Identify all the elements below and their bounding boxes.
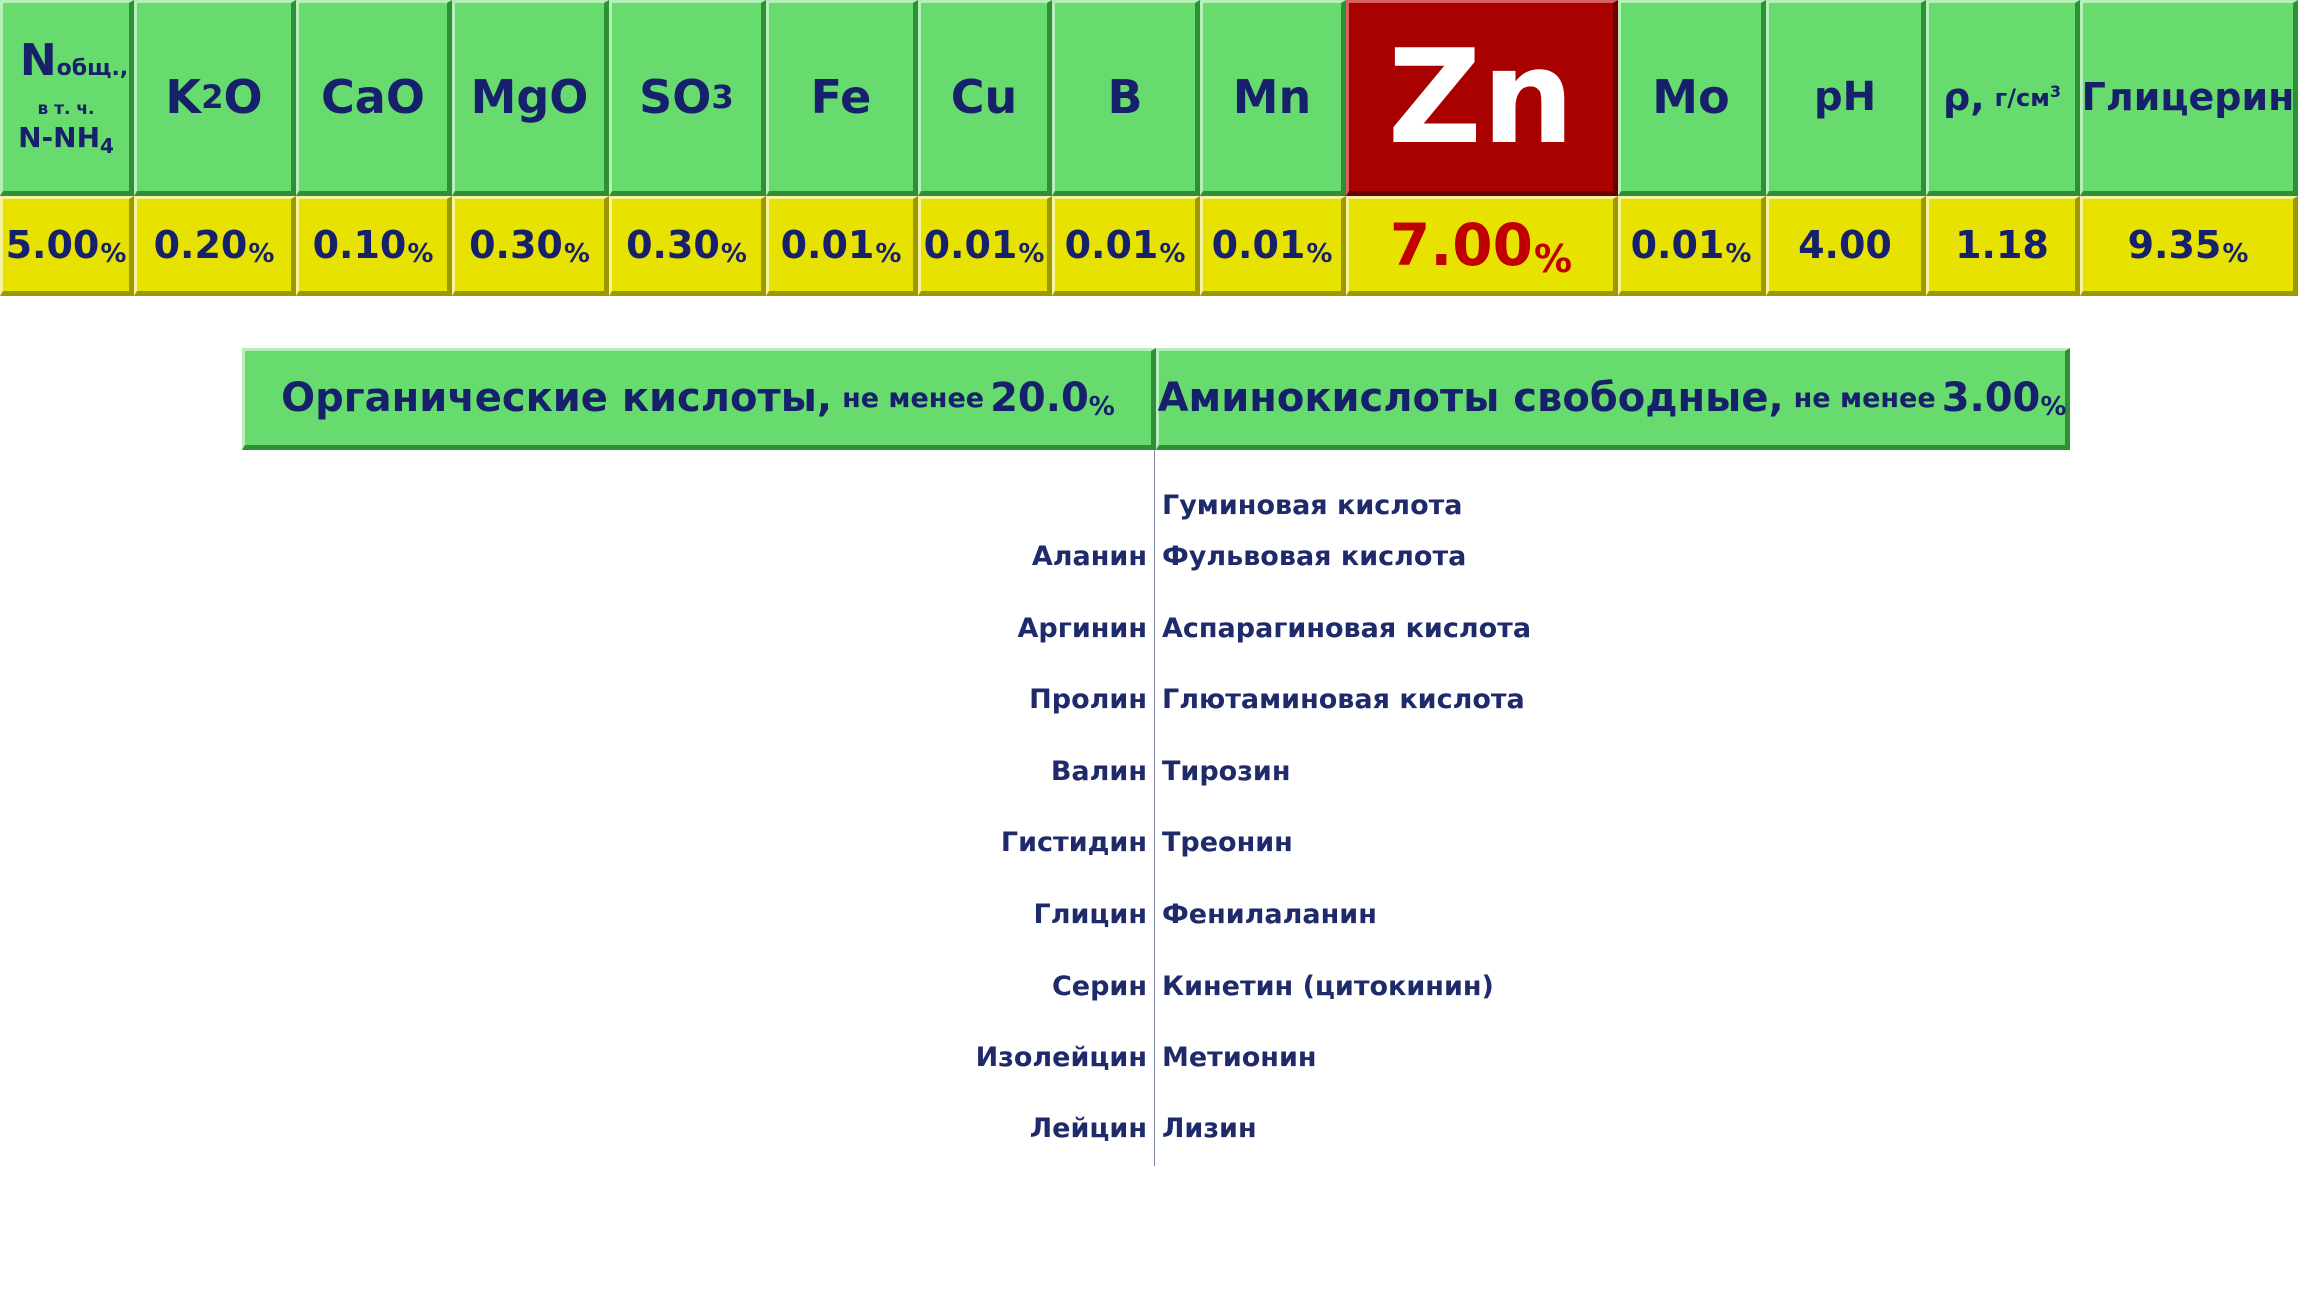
nh4-sub: 4 xyxy=(100,133,114,158)
amino-title: Аминокислоты свободные, xyxy=(1157,375,1784,421)
value-glycerin: 9.35 xyxy=(2127,223,2222,267)
left-list-item: Лейцин xyxy=(1029,1113,1147,1144)
header-cell-mn xyxy=(1200,0,1346,196)
mo-label: Mo xyxy=(1652,70,1730,124)
n-label-row xyxy=(19,34,129,86)
value-mo: 0.01 xyxy=(1630,223,1725,267)
column-divider xyxy=(1154,450,1155,1166)
value-cell-rho xyxy=(1926,196,2080,296)
value-cell-cao xyxy=(296,196,452,296)
header-cell-mgo xyxy=(452,0,609,196)
right-list-item: Лизин xyxy=(1162,1113,1257,1144)
k2o-label-after: O xyxy=(223,70,263,124)
header-cell-b xyxy=(1052,0,1200,196)
value-n: 5.00 xyxy=(5,223,100,267)
value-cell-so3 xyxy=(609,196,766,296)
value-cell-mn xyxy=(1200,196,1346,296)
left-list-item: Серин xyxy=(1051,971,1147,1002)
value-k2o: 0.20 xyxy=(153,223,248,267)
rho-unit xyxy=(1995,82,2061,112)
amino-unit: % xyxy=(2040,392,2067,422)
n-label-sub: общ., xyxy=(56,55,129,81)
value-cao: 0.10 xyxy=(312,223,407,267)
unit-so3: % xyxy=(720,239,747,269)
unit-n: % xyxy=(100,239,127,269)
value-ph: 4.00 xyxy=(1798,223,1892,267)
value-cu: 0.01 xyxy=(923,223,1018,267)
value-cell-k2o xyxy=(134,196,296,296)
left-list-item: Аланин xyxy=(1031,541,1147,572)
unit-b: % xyxy=(1159,239,1186,269)
header-cell-fe xyxy=(766,0,918,196)
k2o-sub: 2 xyxy=(201,78,224,116)
unit-fe: % xyxy=(875,239,902,269)
value-cell-b xyxy=(1052,196,1200,296)
amino-value: 3.00 xyxy=(1941,375,2041,421)
left-list-item: Изолейцин xyxy=(975,1042,1147,1073)
rho-label: ρ, xyxy=(1943,75,1985,119)
b-label: B xyxy=(1107,70,1143,124)
right-list-item: Фенилаланин xyxy=(1162,899,1377,930)
amino-qualifier: не менее xyxy=(1793,382,1936,414)
unit-mo: % xyxy=(1725,239,1752,269)
header-cell-k2o xyxy=(134,0,296,196)
so3-label: SO xyxy=(639,70,712,124)
rho-unit-sup: 3 xyxy=(2049,82,2061,101)
value-so3: 0.30 xyxy=(626,223,720,267)
header-cell-cao xyxy=(296,0,452,196)
rho-unit-text: г/см xyxy=(1994,84,2050,112)
mgo-label: MgO xyxy=(470,70,589,124)
value-cell-fe xyxy=(766,196,918,296)
left-list-item: Аргинин xyxy=(1017,613,1147,644)
value-mgo: 0.30 xyxy=(469,223,563,267)
right-list-item: Треонин xyxy=(1162,827,1293,858)
unit-mn: % xyxy=(1306,239,1333,269)
left-list-item: Валин xyxy=(1050,756,1147,787)
ph-label: pH xyxy=(1813,74,1877,120)
cao-label: CaO xyxy=(321,70,425,124)
header-cell-cu xyxy=(918,0,1052,196)
value-rho: 1.18 xyxy=(1955,223,2049,267)
unit-glycerin: % xyxy=(2222,239,2249,269)
value-cell-ph xyxy=(1766,196,1926,296)
value-b: 0.01 xyxy=(1064,223,1159,267)
header-cell-n xyxy=(0,0,134,196)
header-cell-ph xyxy=(1766,0,1926,196)
right-list-item: Аспарагиновая кислота xyxy=(1162,613,1532,644)
so3-sub: 3 xyxy=(711,78,734,116)
cu-label: Cu xyxy=(950,70,1018,124)
value-cell-mgo xyxy=(452,196,609,296)
left-list-item: Глицин xyxy=(1033,899,1147,930)
right-list-item: Кинетин (цитокинин) xyxy=(1162,971,1494,1002)
organic-title: Органические кислоты, xyxy=(281,375,833,421)
unit-mgo: % xyxy=(563,239,590,269)
value-cell-glycerin xyxy=(2080,196,2298,296)
header-cell-glycerin xyxy=(2080,0,2298,196)
right-list-item: Фульвовая кислота xyxy=(1162,541,1467,572)
value-zn: 7.00 xyxy=(1389,211,1534,279)
n-label: N xyxy=(19,34,57,86)
n-label-line3 xyxy=(18,120,114,158)
unit-k2o: % xyxy=(248,239,275,269)
organic-qualifier: не менее xyxy=(842,382,985,414)
value-cell-cu xyxy=(918,196,1052,296)
right-list-item: Глютаминовая кислота xyxy=(1162,684,1525,715)
value-cell-n xyxy=(0,196,134,296)
header-cell-so3 xyxy=(609,0,766,196)
k2o-label: K xyxy=(165,70,202,124)
right-list-item: Тирозин xyxy=(1162,756,1291,787)
section-amino-acids xyxy=(1156,348,2070,450)
organic-value: 20.0 xyxy=(990,375,1089,421)
unit-cao: % xyxy=(407,239,434,269)
organic-unit: % xyxy=(1088,392,1115,422)
fe-label: Fe xyxy=(810,70,872,124)
right-list-item: Гуминовая кислота xyxy=(1162,490,1463,521)
header-cell-mo xyxy=(1618,0,1766,196)
left-list-item: Пролин xyxy=(1029,684,1147,715)
value-fe: 0.01 xyxy=(780,223,875,267)
glycerin-label: Глицерин xyxy=(2081,75,2295,119)
mn-label: Mn xyxy=(1232,70,1312,124)
header-cell-rho xyxy=(1926,0,2080,196)
header-cell-zn xyxy=(1346,0,1618,196)
unit-zn: % xyxy=(1534,237,1573,281)
right-list-item: Метионин xyxy=(1162,1042,1317,1073)
unit-cu: % xyxy=(1018,239,1045,269)
section-organic-acids xyxy=(242,348,1156,450)
value-cell-zn xyxy=(1346,196,1618,296)
value-mn: 0.01 xyxy=(1211,223,1306,267)
zn-label: Zn xyxy=(1387,21,1575,173)
nh4-label: N-NH xyxy=(18,120,100,154)
nutrient-table xyxy=(0,0,2298,296)
left-list-item: Гистидин xyxy=(1000,827,1147,858)
value-cell-mo xyxy=(1618,196,1766,296)
n-label-line2: в т. ч. xyxy=(37,98,95,119)
